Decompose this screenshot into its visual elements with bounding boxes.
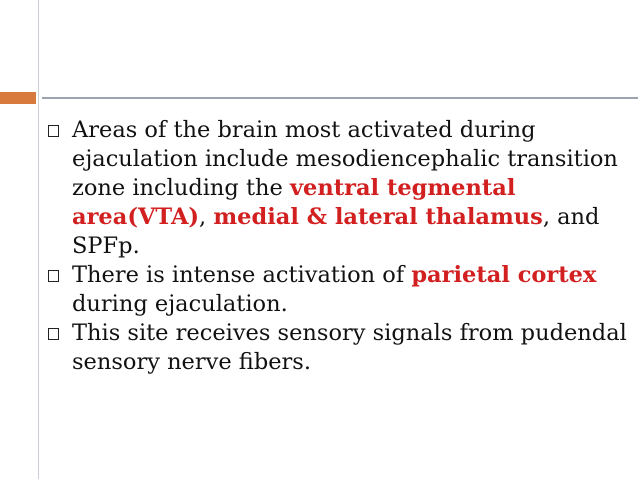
accent-bar	[0, 92, 36, 104]
bullet-list	[48, 116, 628, 377]
square-bullet-icon	[48, 125, 59, 137]
bullet-item-1	[48, 116, 628, 261]
highlight-text: ventral tegmental area(VTA)	[72, 175, 516, 230]
highlight-text: parietal cortex	[411, 262, 597, 288]
vertical-rule	[38, 0, 39, 479]
square-bullet-icon	[48, 270, 59, 282]
bullet-text: Areas of the brain most activated during ejaculation include mesodiencephalic transition zone including the	[72, 117, 618, 201]
bullet-text: This site receives sensory signals from pudendal sensory nerve fibers.	[72, 320, 627, 375]
bullet-item-3	[48, 319, 628, 377]
bullet-text: There is intense activation of	[72, 262, 412, 288]
bullet-text: during ejaculation.	[72, 291, 288, 317]
bullet-text: ,	[199, 204, 214, 230]
bullet-text: , and SPFp.	[72, 204, 600, 259]
header-divider	[42, 97, 638, 99]
highlight-text: medial & lateral thalamus	[213, 204, 543, 230]
bullet-item-2	[48, 261, 628, 319]
square-bullet-icon	[48, 328, 59, 340]
